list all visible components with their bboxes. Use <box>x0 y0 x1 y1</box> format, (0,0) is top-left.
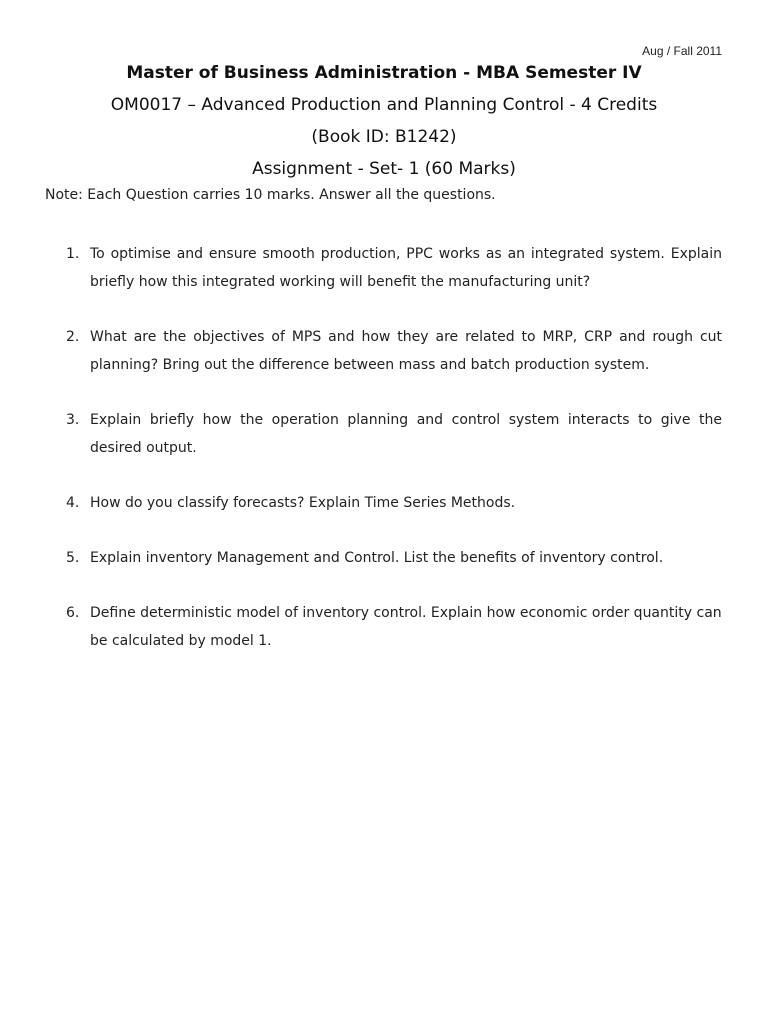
question-number: 2. <box>66 329 80 345</box>
question-text: Explain inventory Management and Control. List the benefits of inventory control. <box>90 550 664 566</box>
question-text: Define deterministic model of inventory control. Explain how economic order quantity can be calculated by model 1. <box>90 605 722 649</box>
question-number: 4. <box>66 495 80 511</box>
question-text: How do you classify forecasts? Explain Time Series Methods. <box>90 495 516 511</box>
question-item <box>66 544 722 572</box>
question-item <box>66 599 722 655</box>
question-number: 3. <box>66 412 80 428</box>
title-block <box>0 57 768 185</box>
question-text: Explain briefly how the operation planning and control system interacts to give the desired output. <box>90 412 722 456</box>
note-text: Note: Each Question carries 10 marks. Answer all the questions. <box>45 187 496 203</box>
program-title: Master of Business Administration - MBA Semester IV <box>126 63 642 83</box>
course-title: OM0017 – Advanced Production and Planning Control - 4 Credits <box>110 95 658 115</box>
header-date: Aug / Fall 2011 <box>642 44 722 58</box>
question-text: To optimise and ensure smooth production, PPC works as an integrated system. Explain briefly how this integrated working will benefit the manufacturing unit? <box>90 246 722 290</box>
question-number: 1. <box>66 246 80 262</box>
question-item <box>66 406 722 462</box>
question-item <box>66 240 722 296</box>
question-list <box>66 240 722 682</box>
question-number: 6. <box>66 605 80 621</box>
question-item <box>66 489 722 517</box>
question-text: What are the objectives of MPS and how they are related to MRP, CRP and rough cut planning? Bring out the difference between mass and batch production system. <box>90 329 722 373</box>
assignment-title: Assignment - Set- 1 (60 Marks) <box>252 159 516 179</box>
book-id: (Book ID: B1242) <box>311 127 457 147</box>
question-item <box>66 323 722 379</box>
question-number: 5. <box>66 550 80 566</box>
